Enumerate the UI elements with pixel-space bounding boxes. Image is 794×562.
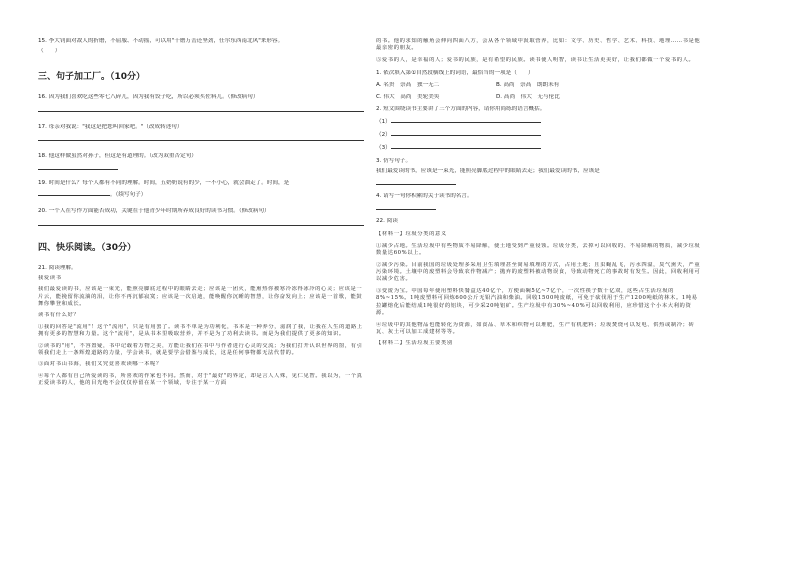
answer-line-18[interactable] — [38, 164, 118, 170]
material-1-title: 【材料一】垃圾分类的意义 — [376, 231, 447, 238]
option-d[interactable]: D. 高尚 伟大 无与伦比 — [496, 93, 560, 100]
article-paragraph-5: ④每个人都有自己所爱读的书，所喜欢的作家也不同。然而，对于"最好"的界定，却是言人人殊，见仁见智。我以为，一个真正爱读书的人，他的目光绝不会仅仅停留在某一个领域，专注于某一方面 — [38, 372, 363, 387]
material-2-title: 【材料二】生活垃圾主要类别 — [376, 340, 453, 347]
sub-question-1: 1. 依次填入第①自然段横线上的词语，最恰当的一项是（ ） — [376, 70, 534, 77]
question-19-part-b: 。（续写句子） — [110, 192, 147, 199]
material-1-paragraph-3: ③变废为宝。中国每年使用塑料快餐盒达40亿个，方便面碗5亿~7亿个，一次性筷子数十亿双，这些占生活垃圾的8%~15%。1吨废塑料可回炼600公斤无铅汽油和柴油。回收1500吨废纸，可免于砍伐用于生产1200吨纸的林木。1吨易拉罐熔化后能结成1吨很好的铝块，可少采20吨铝矿。生产垃圾中有30%~40%可以回收利用，应珍惜这个小本大利的资源。 — [376, 287, 698, 317]
answer-label-2: （2） — [376, 132, 391, 139]
answer-blank-2-1[interactable] — [391, 117, 541, 123]
article-paragraph-3: ②读书的"用"，不容置疑，书中记载着万物之美，方能让我们在书中与作者进行心灵的交流；为我们打开认识世界的窗，有引领我们走上一条辉煌道路的力量，学会读书，就是要学会借鉴与成长，这是任何事物都无法代替的。 — [38, 342, 363, 357]
option-c[interactable]: C. 伟大 高尚 美轮美奂 — [376, 93, 440, 100]
material-1-paragraph-1: ①减少占地。生活垃圾中有些物质不易降解，使土地受到严重侵蚀。垃圾分类，去掉可以回收的、不易降解的物质，减少垃圾数量达60%以上。 — [376, 242, 701, 257]
article-title: 我爱读书 — [38, 274, 62, 281]
answer-blank-2-3[interactable] — [391, 143, 541, 149]
sub-question-3-text: 我们最爱读的书，应该是一束光，能照亮脚底过程中的眼睛去走；我们最爱读的书，应该是 — [376, 167, 600, 174]
question-18: 18. 他这样做虽然对孙子，但这是有道理的。（改为双重否定句） — [38, 152, 197, 159]
material-1-paragraph-2: ②减少污染。目前我国的垃圾处理多采用卫生填埋甚至简易填埋的方式，占用土地；且虫蝇乱飞，污水四溢，臭气熏天，严重污染环境。土壤中的废塑料会导致农作物减产；抛弃的废塑料被动物误食，导致动物死亡的事故时有发生。因此，回收利用可以减少危害。 — [376, 261, 701, 283]
material-1-paragraph-4: ④垃圾中的其他物品也能转化为资源，如食品、草木和织物可以堆肥，生产有机肥料；垃圾焚烧可以发电、供热或制冷；砖瓦、灰土可以加工成建材等等。 — [376, 321, 695, 335]
article-paragraph-continued: 的书。他的求知的触角会伸向四面八方，会从各个领域中汲取营养，比如：文学、历史、哲学、艺术、科技、地理……书是他最亲密的朋友。 — [376, 38, 701, 52]
answer-label-1: （1） — [376, 119, 391, 126]
question-22: 22. 阅读 — [376, 218, 398, 225]
answer-line-17[interactable] — [38, 135, 364, 141]
answer-line-3[interactable] — [376, 179, 456, 185]
question-15: 15. 李大钊面对敌人的折磨，不屈服、不动摇，可以用"千磨万击还坚劲，任尔东西南北风"来形容。 — [38, 38, 284, 44]
section-3-title: 三、句子加工厂。（10分） — [38, 72, 146, 83]
option-b[interactable]: B. 高尚 崇高 朗朗未有 — [496, 82, 560, 89]
options-row-1 — [376, 82, 702, 89]
sub-question-4: 4. 请写一句你积累的关于读书的名言。 — [376, 193, 473, 200]
left-column — [38, 38, 364, 392]
answer-blank-2-2[interactable] — [391, 130, 541, 136]
answer-row-2 — [376, 130, 702, 139]
article-paragraph-2: ①我的回答是"流用"！这个"流用"，只是有用罢了。读书不单是为功利化，书本是一种养分，滋润了我，让我在人生的道路上拥有更多的智慧和力量。这个"流用"，是从书本里吸取营养，并不是为了功利去读书。而是为我们提供了更多的知识。 — [38, 323, 363, 338]
section-4-title: 四、快乐阅读。（30分） — [38, 242, 137, 253]
answer-line-20[interactable] — [38, 220, 364, 226]
question-21: 21. 阅读理解。 — [38, 264, 77, 271]
article-paragraph-4: ③面对书山书海，我们又究竟喜欢读哪一本呢？ — [38, 361, 162, 368]
article-paragraph-1: 我们最爱读的书，应该是一束光，能照亮脚底过程中的眼睛去走；应该是一团火，能熏热你被寒冷冻得冰冷的心灵；应该是一片云，能挽留你流淌的泪，让你不再沉郁寂寞；应该是一次启迪，能唤醒你沉睡的智慧，让你奋发向上；应该是一首歌，能鼓舞你攀登和成长。 — [38, 286, 363, 308]
question-20: 20. 一个人在写作方面能否成功，关键在于他青少年时期所养成良好的读书习惯。（修改病句） — [38, 208, 270, 215]
sub-question-2: 2. 短文围绕读书主要讲了三个方面的内容，请你用简练的语言概括。 — [376, 105, 546, 112]
answer-row-1 — [376, 117, 702, 126]
answer-label-3: （3） — [376, 145, 391, 152]
question-15-answer-paren: （ ） — [38, 48, 61, 55]
question-19-part-a: 19. 时间是什么？每个人都有不同的理解。时间，五奶奶说有的少，一不小心，就会溜走了。时间，是 — [38, 180, 290, 187]
option-a[interactable]: A. 名贵 崇高 独一无二 — [376, 82, 440, 89]
question-19-line — [38, 190, 364, 199]
sub-question-3: 3. 仿写句子。 — [376, 157, 412, 164]
article-paragraph-6: ⑤爱书的人，是幸福的人；爱书的民族，是有希望的民族。读书使人明智，读书让生活更美好，让我们都做一个爱书的人。 — [376, 56, 695, 63]
answer-row-3 — [376, 143, 702, 152]
answer-line-4[interactable] — [376, 204, 436, 210]
options-row-2 — [376, 94, 702, 101]
answer-blank-19[interactable] — [38, 190, 110, 196]
question-16: 16. 因为我们喜欢吃这些零七八碎儿，因为我有饺子吃，所以必须买佐料儿。（修改病句） — [38, 94, 259, 101]
right-column — [376, 38, 702, 352]
answer-line-16[interactable] — [38, 106, 364, 112]
article-question-heading: 读书有什么好？ — [38, 312, 80, 319]
question-17: 17. 母亲对我说："我这是把您叫回家吧。"（改成转述句） — [38, 123, 183, 130]
